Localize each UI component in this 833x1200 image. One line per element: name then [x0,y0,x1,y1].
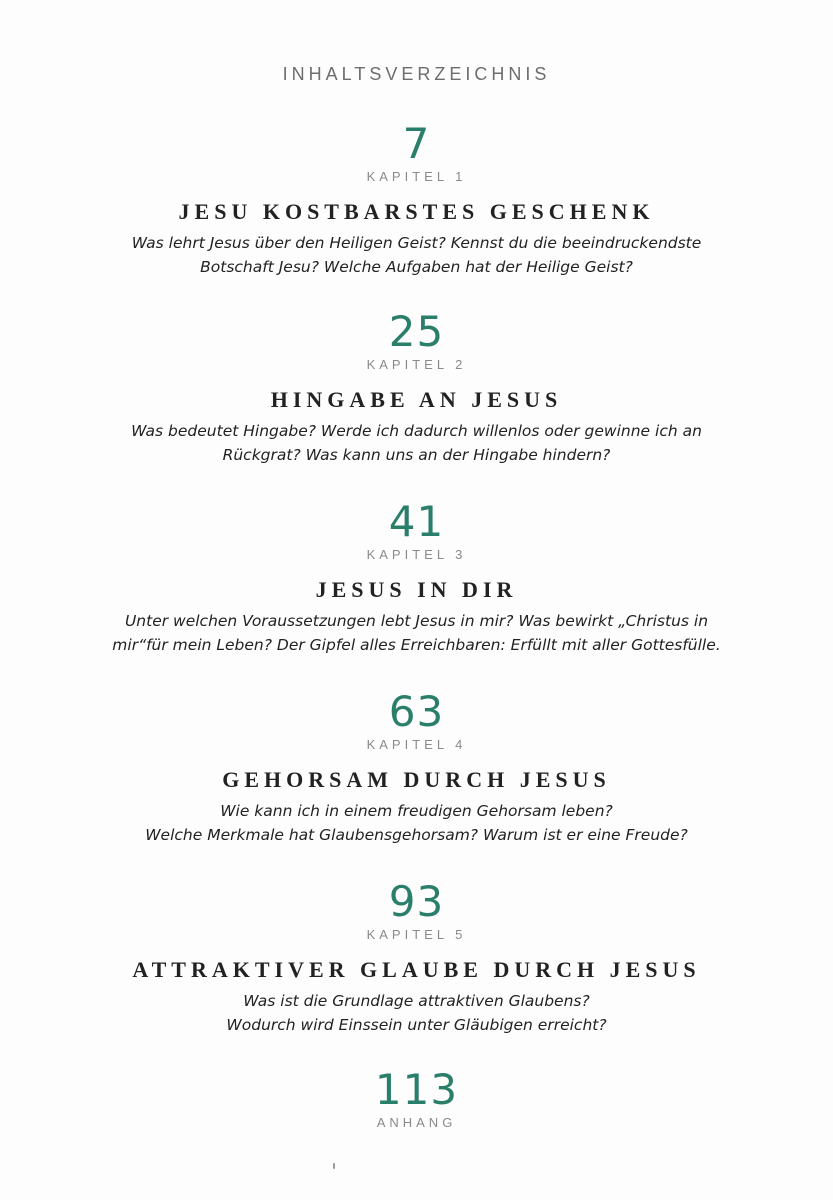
chapter-label: KAPITEL 2 [366,357,467,372]
chapter-title: HINGABE AN JESUS [270,387,563,412]
scan-speck [333,1163,335,1169]
description-line: Was lehrt Jesus über den Heiligen Geist? Kennst du die beeindruckendste [131,234,702,252]
toc-entry-chapter-4[interactable] [0,687,833,847]
chapter-label: KAPITEL 4 [366,737,467,752]
chapter-description [0,799,833,847]
chapter-title: JESU KOSTBARSTES GESCHENK [178,199,655,224]
toc-entry-chapter-3[interactable] [0,497,833,657]
toc-heading: INHALTSVERZEICHNIS [282,64,551,84]
description-line: Welche Merkmale hat Glaubensgehorsam? Warum ist er eine Freude? [145,826,688,844]
chapter-description [0,419,833,467]
page-number: 25 [388,307,445,356]
appendix-label: ANHANG [376,1115,457,1130]
description-line: Wodurch wird Einssein unter Gläubigen erreicht? [226,1016,607,1034]
toc-entry-appendix[interactable] [0,1065,833,1131]
chapter-label: KAPITEL 1 [366,169,467,184]
chapter-description [0,609,833,657]
chapter-title: ATTRAKTIVER GLAUBE DURCH JESUS [132,957,701,982]
chapter-title: JESUS IN DIR [315,577,518,602]
description-line: Unter welchen Voraussetzungen lebt Jesus in mir? Was bewirkt „Christus in [124,612,709,630]
description-line: Was ist die Grundlage attraktiven Glaubens? [243,992,590,1010]
description-line: Was bedeutet Hingabe? Werde ich dadurch willenlos oder gewinne ich an [131,422,702,440]
toc-entry-chapter-1[interactable] [0,119,833,279]
description-line: Wie kann ich in einem freudigen Gehorsam leben? [220,802,613,820]
chapter-description [0,989,833,1037]
description-line: mir“für mein Leben? Der Gipfel alles Erreichbaren: Erfüllt mit aller Gottesfülle. [112,636,721,654]
page-number: 93 [388,877,445,926]
toc-entry-chapter-5[interactable] [0,877,833,1037]
description-line: Rückgrat? Was kann uns an der Hingabe hindern? [222,446,611,464]
page-number: 63 [388,687,445,736]
page-number: 7 [402,119,431,168]
chapter-label: KAPITEL 5 [366,927,467,942]
page-number: 41 [388,497,445,546]
page-number: 113 [374,1065,459,1114]
chapter-description [0,231,833,279]
chapter-label: KAPITEL 3 [366,547,467,562]
toc-entry-chapter-2[interactable] [0,307,833,467]
chapter-title: GEHORSAM DURCH JESUS [222,767,611,792]
description-line: Botschaft Jesu? Welche Aufgaben hat der Heilige Geist? [200,258,633,276]
